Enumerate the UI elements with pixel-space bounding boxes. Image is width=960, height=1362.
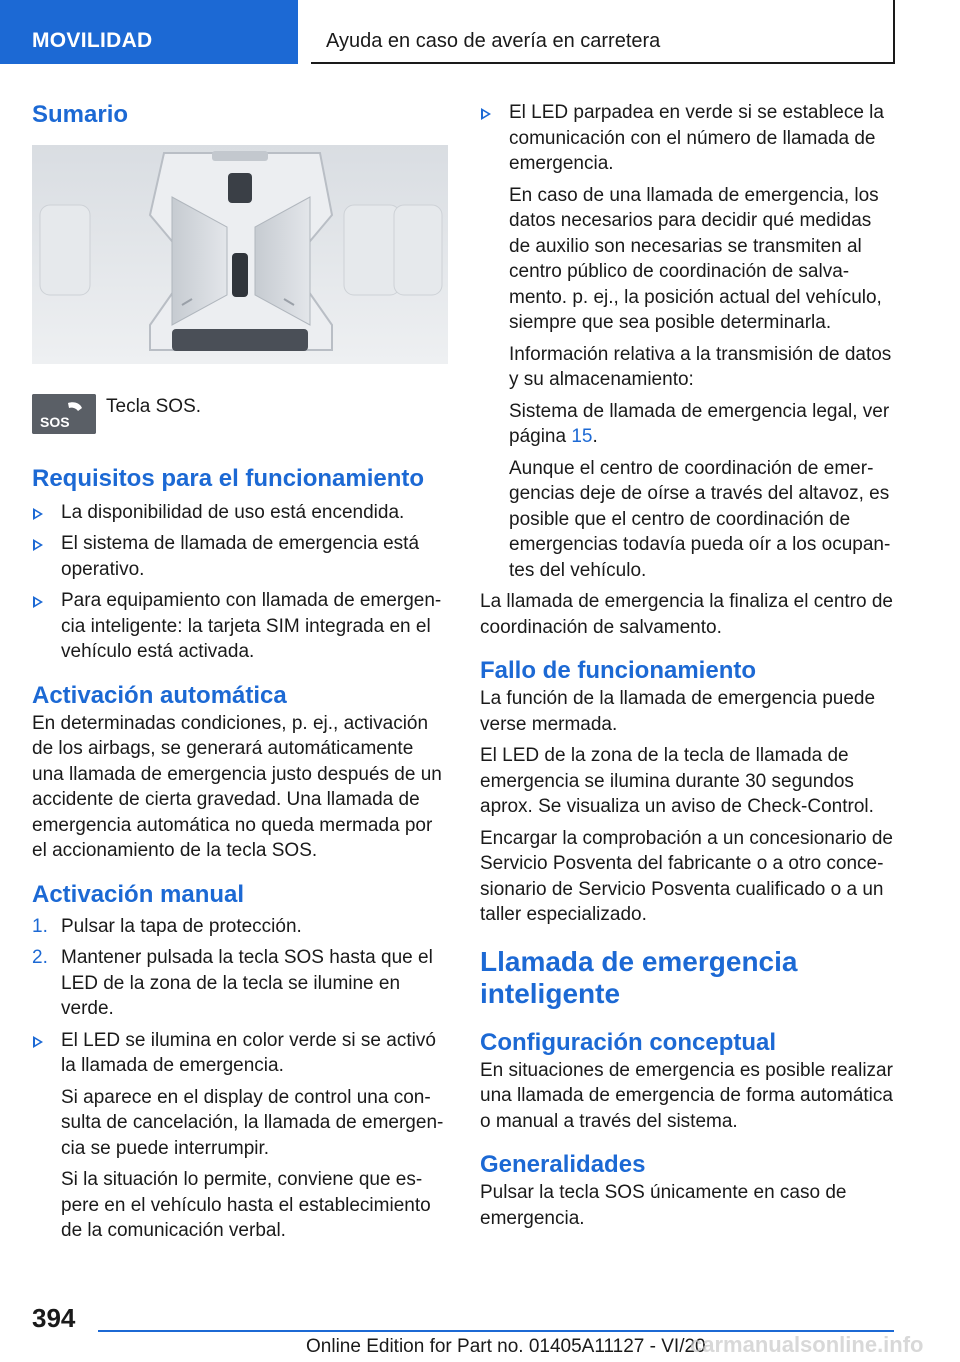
sos-icon-label: SOS bbox=[40, 413, 70, 430]
fallo-text: La función de la llamada de emergencia puede verse mermada. bbox=[480, 688, 876, 735]
list-item: Para equipamiento con llamada de emergencia inteligente: la tarjeta SIM integrada en el vehículo está activada. bbox=[32, 588, 448, 665]
header-section-label: MOVILIDAD bbox=[32, 29, 153, 52]
fallo-text: Encargar la comprobación a un concesionario de Servicio Posventa del fabricante o a otro concesionario de Servicio Posventa cualificado o a un taller especializado. bbox=[480, 827, 893, 925]
watermark: carmanualsonline.info bbox=[690, 1332, 924, 1357]
generalidades-text: Pulsar la tecla SOS únicamente en caso de emergencia. bbox=[480, 1182, 847, 1229]
header-title: Ayuda en caso de avería en carretera bbox=[326, 30, 661, 52]
bullet-triangle-icon bbox=[33, 539, 43, 551]
sub-paragraph: En caso de una llamada de emergencia, los datos necesarios para decidir qué medidas de auxilio son necesarias se transmiten al centro público de coordinación de salvamento. p. ej., la posición actual del vehículo, siempre que sea posible determinarla. bbox=[509, 184, 882, 333]
bullet-triangle-icon bbox=[33, 508, 43, 520]
sos-caption: Tecla SOS. bbox=[106, 395, 202, 417]
sub-paragraph: Aunque el centro de coordinación de emergencias deje de oírse a través del altavoz, es posible que el centro de coordinación de emergencias todavía pueda oír a los ocupantes del vehículo. bbox=[509, 457, 891, 581]
conceptual-text: En situaciones de emergencia es posible realizar una llamada de emergencia de forma automática o manual a través del sistema. bbox=[480, 1059, 893, 1132]
sub-paragraph: Información relativa a la transmisión de datos y su almacenamiento: bbox=[509, 343, 892, 390]
sumario-heading: Sumario bbox=[32, 101, 129, 128]
generalidades-heading: Generalidades bbox=[480, 1151, 646, 1178]
step-item: 2. Mantener pulsada la tecla SOS hasta que el LED de la zona de la tecla se ilumine en verde. bbox=[32, 947, 433, 1019]
header-title-box bbox=[311, 0, 895, 64]
sub-paragraph: Sistema de llamada de emergencia legal, ver página 15. bbox=[509, 400, 890, 447]
manual-heading: Activación manual bbox=[32, 880, 245, 908]
step-item: 1. Pulsar la tapa de protección. bbox=[32, 915, 302, 937]
footer-edition: Online Edition for Part no. 01405A11127 - VI/20 bbox=[306, 1336, 706, 1357]
header-section-tab bbox=[0, 0, 298, 64]
sub-paragraph: Si la situación lo permite, conviene que espere en el vehículo hasta el establecimiento de la comunicación verbal. bbox=[61, 1169, 431, 1241]
bullet-triangle-icon bbox=[481, 108, 491, 120]
bullet-triangle-icon bbox=[33, 596, 43, 608]
fallo-heading: Fallo de funcionamiento bbox=[480, 657, 757, 684]
page-reference-link[interactable]: 15 bbox=[571, 426, 593, 447]
overhead-console-photo bbox=[32, 145, 448, 364]
left-column bbox=[32, 100, 448, 1250]
bullet-triangle-icon bbox=[33, 1036, 43, 1048]
fallo-text: El LED de la zona de la tecla de llamada de emergencia se ilumina durante 30 segundos aprox. Se visualiza un aviso de Check-Control. bbox=[480, 745, 874, 817]
right-column bbox=[480, 100, 894, 1237]
conceptual-heading: Configuración conceptual bbox=[480, 1028, 777, 1056]
list-item: El LED parpadea en verde si se establece la comunicación con el número de llamada de emergencia. bbox=[480, 100, 894, 177]
page-number: 394 bbox=[32, 1303, 76, 1333]
list-item: El LED se ilumina en color verde si se activó la llamada de emergencia. bbox=[32, 1028, 448, 1079]
list-item: La disponibilidad de uso está encendida. bbox=[32, 500, 448, 526]
sos-phone-icon bbox=[32, 394, 96, 434]
list-item: El sistema de llamada de emergencia está operativo. bbox=[32, 531, 448, 582]
sos-caption-row bbox=[32, 394, 448, 454]
finaliza-text: La llamada de emergencia la finaliza el centro de coordinación de salvamento. bbox=[480, 591, 893, 638]
inteligente-heading: Llamada de emergencia inteligente bbox=[480, 945, 798, 1009]
requisitos-heading: Requisitos para el funcionamiento bbox=[32, 464, 425, 492]
sub-paragraph: Si aparece en el display de control una consulta de cancelación, la llamada de emergencia se puede interrumpir. bbox=[61, 1086, 444, 1159]
auto-heading: Activación automática bbox=[32, 681, 287, 709]
auto-text: En determinadas condiciones, p. ej., activación de los airbags, se generará automáticamente una llamada de emergencia justo después de un accidente de cierta gravedad. Una llamada de emergencia automática no queda mermada por el accionamiento de la tecla SOS. bbox=[32, 712, 442, 861]
